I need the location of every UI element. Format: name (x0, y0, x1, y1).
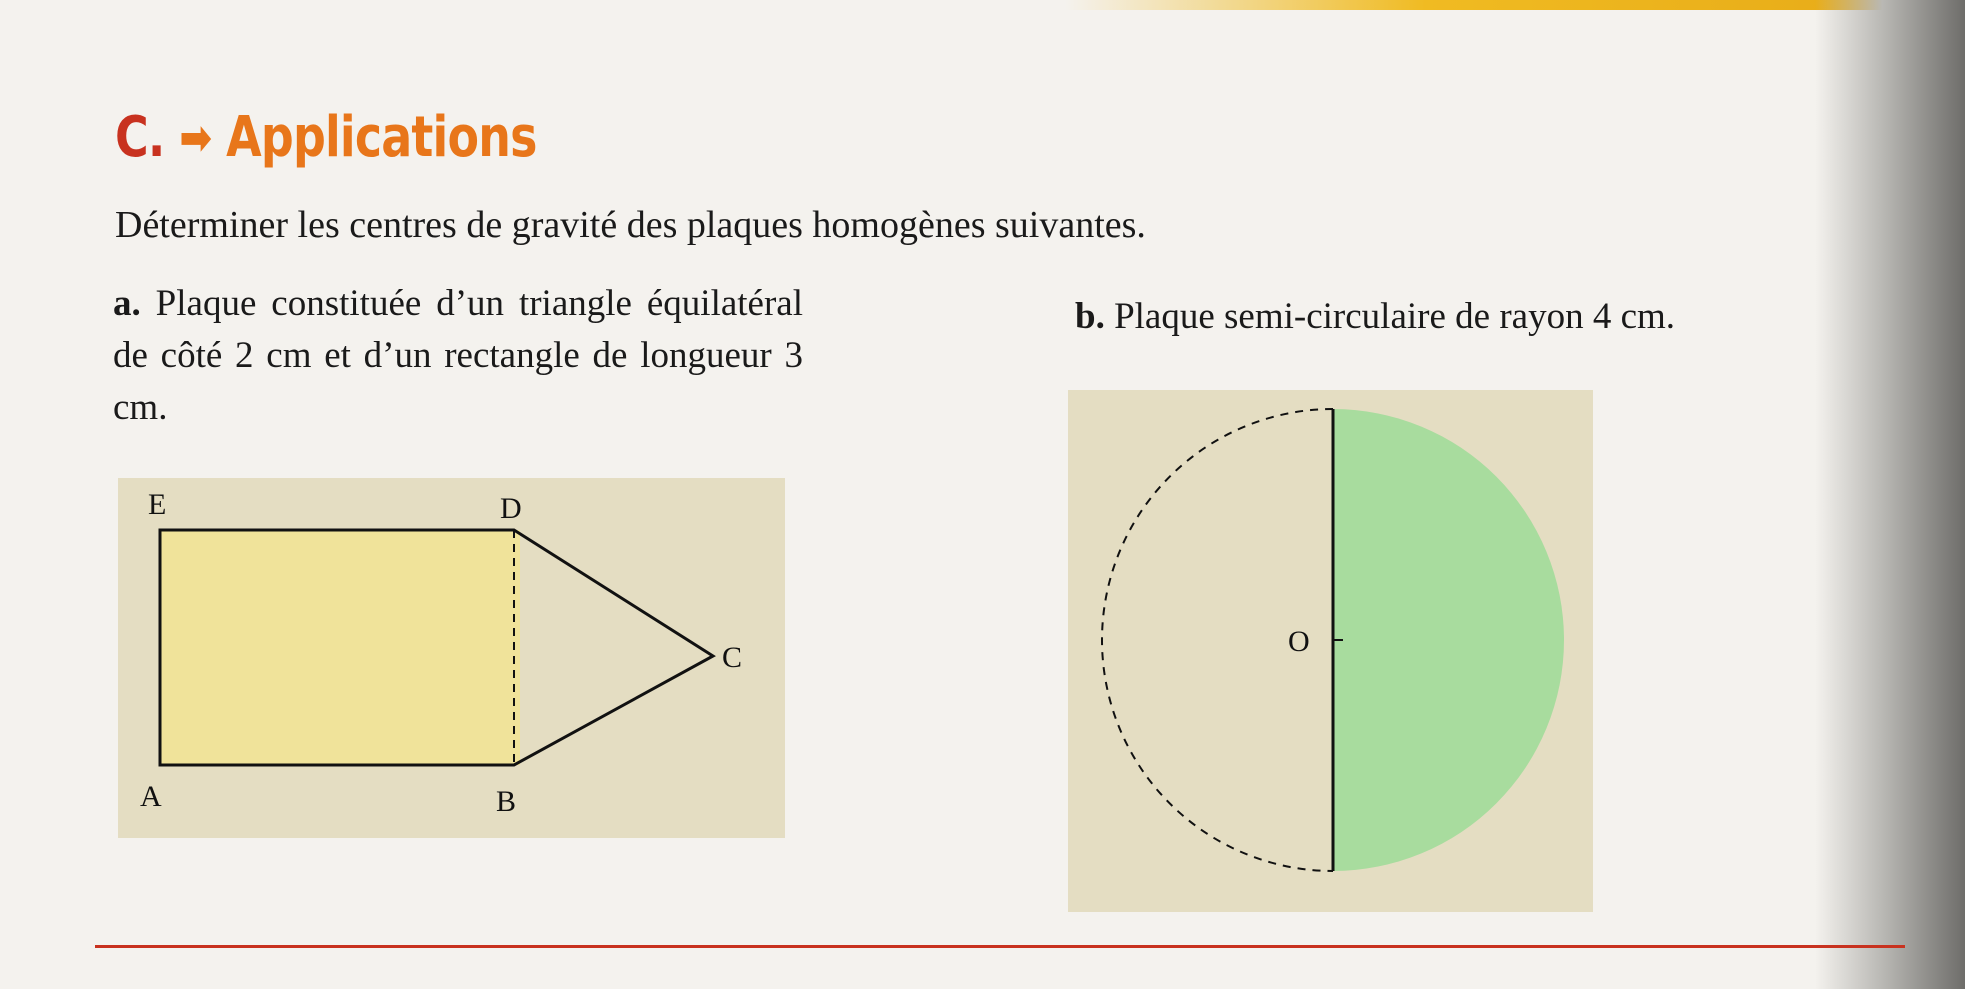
center-o-label: O (1288, 625, 1310, 658)
exercise-intro: Déterminer les centres de gravité des plaques homogènes suivantes. (115, 204, 1146, 246)
section-heading (115, 105, 537, 170)
section-letter: C. (115, 105, 165, 170)
point-b-label: B (496, 785, 517, 818)
page-binding-shadow (1815, 0, 1965, 989)
right-arrow-icon: ➡ (179, 109, 212, 166)
item-b-tag: b. (1075, 296, 1105, 337)
figure-a-rectangle-fill (160, 530, 520, 765)
bottom-rule (95, 945, 1905, 948)
item-a-tag: a. (113, 283, 141, 324)
item-a (113, 278, 803, 434)
point-e-label: E (148, 488, 167, 521)
point-c-label: C (722, 641, 743, 674)
point-d-label: D (500, 492, 522, 525)
item-b-text: Plaque semi-circulaire de rayon 4 cm. (1114, 296, 1676, 337)
point-a-label: A (140, 780, 162, 813)
item-b (1075, 295, 1675, 338)
figure-b (1068, 390, 1593, 912)
figure-a (118, 478, 785, 838)
item-a-text: Plaque constituée d’un triangle équilatéral de côté 2 cm et d’un rectangle de longueur 3 cm. (113, 283, 803, 428)
section-title: Applications (226, 105, 537, 170)
